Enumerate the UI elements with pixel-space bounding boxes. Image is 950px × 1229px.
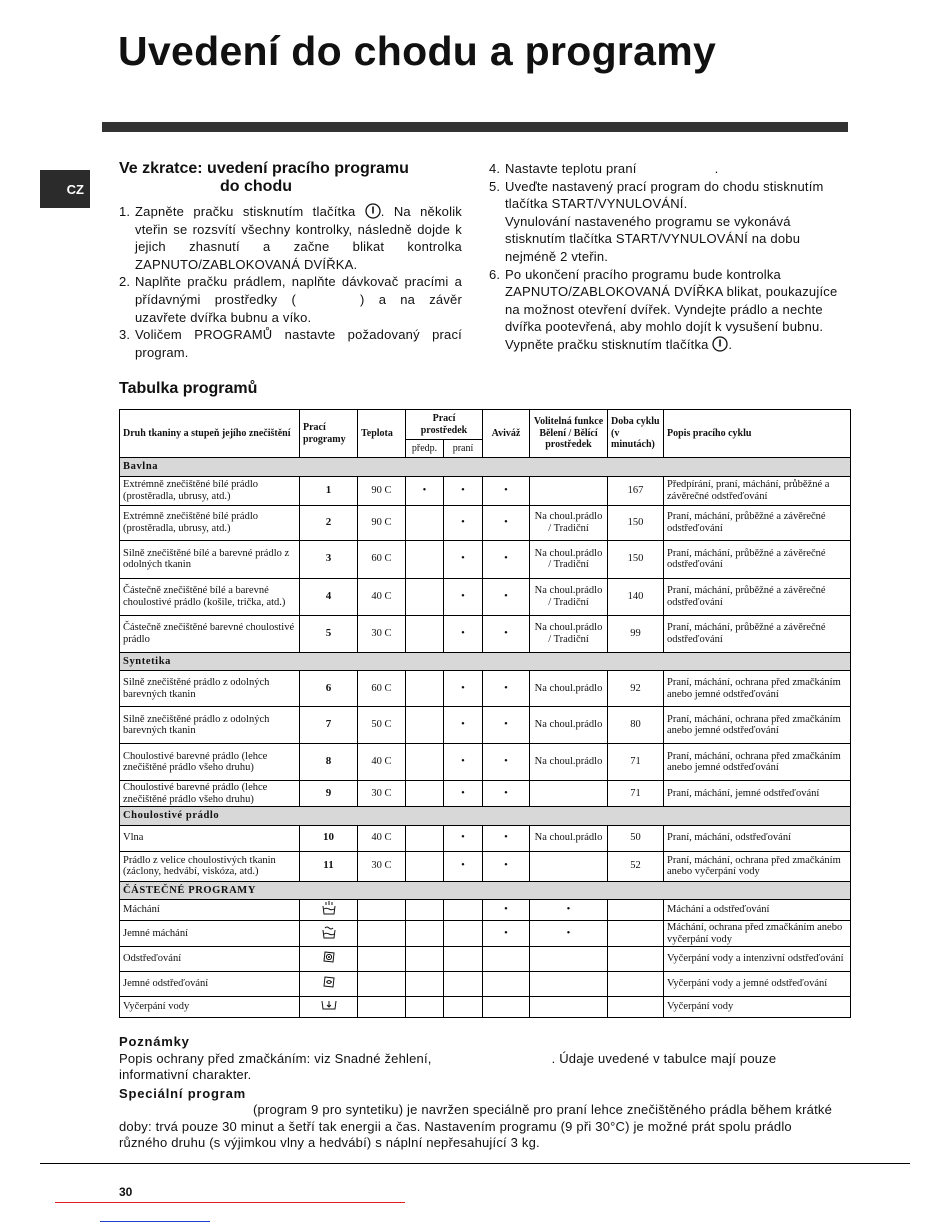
special-program-text: (program 9 pro syntetiku) je navržen speciálně pro praní lehce znečištěného prádla během krátké doby: trvá pouze 30 minut a šetří tak energii a čas. Nastavením programu (9 při 30°C) je možné prát spolu prádlo různého druhu (s výjimkou vlny a hedvábí) s náplní nepřesahující 3 kg.	[119, 1102, 833, 1150]
description-cell: Předpírání, praní, máchání, průběžné a závěrečné odstřeďování	[664, 476, 851, 505]
step-6-text: Po ukončení pracího programu bude kontrolka ZAPNUTO/ZABLOKOVANÁ DVÍŘKA blikat, poukazujíce na možnost otevření dvířek. Vyndejte prádlo a nechte dvířka pootevřená, aby mohlo dojít k vysušení bubnu. Vypněte pračku stisknutím tlačítka	[505, 266, 838, 352]
duration-cell	[608, 921, 664, 947]
column-header-prewash: předp.	[406, 440, 444, 458]
description-cell: Praní, máchání, průběžné a závěrečné odstřeďování	[664, 505, 851, 540]
table-row	[120, 825, 851, 851]
duration-cell: 150	[608, 505, 664, 540]
power-button-icon	[365, 203, 381, 219]
description-cell: Praní, máchání, průběžné a závěrečné odstřeďování	[664, 578, 851, 615]
description-cell: Máchání a odstřeďování	[664, 900, 851, 921]
fabric-cell: Máchání	[120, 900, 300, 921]
option-cell: Na choul.prádlo	[530, 744, 608, 781]
prewash-cell	[406, 671, 444, 707]
drain-icon	[300, 997, 358, 1018]
duration-cell	[608, 947, 664, 972]
table-row	[120, 947, 851, 972]
wash-cell: •	[444, 707, 483, 744]
table-row	[120, 615, 851, 652]
wash-cell	[444, 900, 483, 921]
softener-cell: •	[483, 476, 530, 505]
description-cell: Praní, máchání, jemné odstřeďování	[664, 781, 851, 807]
duration-cell	[608, 997, 664, 1018]
step-2-text-a: Naplňte pračku prádlem, naplňte dávkovač pracími a přídavnými prostředky (	[135, 274, 462, 307]
step-1-text-a: Zapněte pračku stisknutím tlačítka	[135, 204, 356, 219]
wash-cell: •	[444, 825, 483, 851]
duration-cell: 50	[608, 825, 664, 851]
description-cell: Praní, máchání, ochrana před zmačkáním anebo vyčerpání vody	[664, 851, 851, 881]
fabric-cell: Choulostivé barevné prádlo (lehce znečištěné prádlo všeho druhu)	[120, 781, 300, 807]
table-row	[120, 505, 851, 540]
step-number: 3.	[119, 327, 131, 343]
wash-cell: •	[444, 578, 483, 615]
temperature-cell: 40 C	[358, 744, 406, 781]
program-number-cell: 8	[300, 744, 358, 781]
notes-text-b: . Údaje uvedené v tabulce mají pouze informativní charakter.	[119, 1050, 777, 1082]
option-cell: Na choul.prádlo / Tradiční	[530, 505, 608, 540]
notes-section	[119, 1034, 839, 1152]
duration-cell: 80	[608, 707, 664, 744]
table-row	[120, 744, 851, 781]
prewash-cell	[406, 615, 444, 652]
duration-cell	[608, 972, 664, 997]
step-1	[119, 203, 462, 273]
temperature-cell: 60 C	[358, 671, 406, 707]
fabric-cell: Silně znečištěné prádlo z odolných barevných tkanin	[120, 707, 300, 744]
fabric-cell: Vyčerpání vody	[120, 997, 300, 1018]
gentle-rinse-icon	[300, 921, 358, 947]
wash-cell	[444, 947, 483, 972]
section-label: Bavlna	[120, 458, 851, 477]
program-number-cell: 6	[300, 671, 358, 707]
program-table	[119, 409, 851, 1018]
steps-right-column	[489, 160, 849, 354]
step-6	[489, 266, 849, 354]
fabric-cell: Silně znečištěné prádlo z odolných barevných tkanin	[120, 671, 300, 707]
description-cell: Praní, máchání, průběžné a závěrečné odstřeďování	[664, 615, 851, 652]
duration-cell: 99	[608, 615, 664, 652]
description-cell: Vyčerpání vody	[664, 997, 851, 1018]
column-header-fabric: Druh tkaniny a stupeň jejího znečištění	[120, 410, 300, 458]
step-5-reset-text: Vynulování nastaveného programu se vykonává stisknutím tlačítka START/VYNULOVÁNÍ na dobu nejméně 2 vteřin.	[505, 213, 801, 264]
fabric-cell: Vlna	[120, 825, 300, 851]
column-header-description: Popis pracího cyklu	[664, 410, 851, 458]
wash-cell: •	[444, 476, 483, 505]
softener-cell: •	[483, 921, 530, 947]
description-cell: Vyčerpání vody a intenzivní odstřeďování	[664, 947, 851, 972]
quick-start-heading-line2: do chodu	[220, 178, 292, 195]
temperature-cell: 60 C	[358, 540, 406, 578]
step-4-text: Nastavte teplotu praní	[505, 161, 637, 176]
column-header-wash: praní	[444, 440, 483, 458]
column-header-duration: Doba cyklu (v minutách)	[608, 410, 664, 458]
program-number-cell: 11	[300, 851, 358, 881]
program-table-heading: Tabulka programů	[119, 380, 258, 397]
option-cell: Na choul.prádlo / Tradiční	[530, 615, 608, 652]
fabric-cell: Částečně znečištěné bílé a barevné choulostivé prádlo (košile, trička, atd.)	[120, 578, 300, 615]
column-header-program: Prací programy	[300, 410, 358, 458]
rinse-icon	[300, 900, 358, 921]
steps-left-column	[119, 203, 462, 361]
description-cell: Praní, máchání, odstřeďování	[664, 825, 851, 851]
description-cell: Vyčerpání vody a jemné odstřeďování	[664, 972, 851, 997]
table-row	[120, 900, 851, 921]
option-cell	[530, 972, 608, 997]
step-1-text-b: . Na několik vteřin se rozsvítí všechny kontrolky, následně dojde k jejich zhasnutí a začne blikat kontrolka ZAPNUTO/ZABLOKOVANÁ DVÍŘKA.	[135, 204, 462, 272]
option-cell: Na choul.prádlo / Tradiční	[530, 540, 608, 578]
table-row	[120, 851, 851, 881]
option-cell	[530, 476, 608, 505]
fabric-cell: Jemné máchání	[120, 921, 300, 947]
prewash-cell	[406, 505, 444, 540]
wash-cell: •	[444, 781, 483, 807]
wash-cell: •	[444, 671, 483, 707]
step-3-text: Voličem PROGRAMŮ nastavte požadovaný prací program.	[135, 327, 462, 360]
table-row	[120, 540, 851, 578]
softener-cell: •	[483, 825, 530, 851]
prewash-cell	[406, 851, 444, 881]
step-number: 2.	[119, 274, 131, 290]
wash-cell: •	[444, 851, 483, 881]
option-cell: •	[530, 900, 608, 921]
option-cell: Na choul.prádlo	[530, 707, 608, 744]
table-row	[120, 997, 851, 1018]
temperature-cell: 30 C	[358, 781, 406, 807]
step-5	[489, 178, 849, 266]
notes-heading: Poznámky	[119, 1034, 190, 1049]
blue-rule	[100, 1221, 210, 1222]
wash-cell: •	[444, 744, 483, 781]
duration-cell: 71	[608, 781, 664, 807]
duration-cell: 71	[608, 744, 664, 781]
program-number-cell: 2	[300, 505, 358, 540]
red-rule	[55, 1202, 405, 1203]
fabric-cell: Prádlo z velice choulostivých tkanin (záclony, hedvábí, viskóza, atd.)	[120, 851, 300, 881]
softener-cell: •	[483, 707, 530, 744]
step-2	[119, 273, 462, 326]
softener-cell: •	[483, 900, 530, 921]
option-cell: Na choul.prádlo / Tradiční	[530, 578, 608, 615]
column-header-detergent: Prací prostředek	[406, 410, 483, 440]
softener-cell: •	[483, 851, 530, 881]
step-number: 6.	[489, 266, 501, 282]
prewash-cell	[406, 972, 444, 997]
step-5-text: Uveďte nastavený prací program do chodu stisknutím tlačítka START/VYNULOVÁNÍ.	[505, 178, 824, 212]
section-row-delicates	[120, 807, 851, 826]
special-program-heading: Speciální program	[119, 1085, 247, 1101]
prewash-cell	[406, 540, 444, 578]
wash-cell	[444, 997, 483, 1018]
program-number-cell: 5	[300, 615, 358, 652]
fabric-cell: Choulostivé barevné prádlo (lehce znečištěné prádlo všeho druhu)	[120, 744, 300, 781]
prewash-cell	[406, 947, 444, 972]
temperature-cell: 50 C	[358, 707, 406, 744]
column-header-softener: Aviváž	[483, 410, 530, 458]
program-number-cell: 7	[300, 707, 358, 744]
wash-cell: •	[444, 540, 483, 578]
temperature-cell	[358, 997, 406, 1018]
option-cell: •	[530, 921, 608, 947]
gentle-spin-icon	[300, 972, 358, 997]
prewash-cell	[406, 900, 444, 921]
section-label: Syntetika	[120, 652, 851, 671]
fabric-cell: Silně znečištěné bílé a barevné prádlo z odolných tkanin	[120, 540, 300, 578]
softener-cell: •	[483, 744, 530, 781]
section-row-synthetics	[120, 652, 851, 671]
column-header-temperature: Teplota	[358, 410, 406, 458]
softener-cell	[483, 972, 530, 997]
description-cell: Praní, máchání, ochrana před zmačkáním anebo jemné odstřeďování	[664, 671, 851, 707]
temperature-cell: 40 C	[358, 578, 406, 615]
section-row-cotton	[120, 458, 851, 477]
section-label: Choulostivé prádlo	[120, 807, 851, 826]
section-label: ČÁSTEČNÉ PROGRAMY	[120, 881, 851, 900]
temperature-cell	[358, 972, 406, 997]
table-row	[120, 671, 851, 707]
temperature-cell: 90 C	[358, 505, 406, 540]
temperature-cell: 90 C	[358, 476, 406, 505]
option-cell	[530, 947, 608, 972]
step-3	[119, 326, 462, 361]
spin-icon	[300, 947, 358, 972]
step-number: 4.	[489, 161, 501, 176]
quick-start-heading	[119, 160, 464, 196]
prewash-cell	[406, 781, 444, 807]
program-number-cell: 3	[300, 540, 358, 578]
temperature-cell: 30 C	[358, 615, 406, 652]
step-number: 5.	[489, 178, 501, 194]
prewash-cell	[406, 921, 444, 947]
duration-cell: 52	[608, 851, 664, 881]
option-cell	[530, 997, 608, 1018]
quick-start-heading-line1: Ve zkratce: uvedení pracího programu	[119, 160, 409, 177]
softener-cell: •	[483, 505, 530, 540]
program-number-cell: 9	[300, 781, 358, 807]
wash-cell	[444, 972, 483, 997]
notes-text-a: Popis ochrany před zmačkáním: viz Snadné žehlení,	[119, 1050, 432, 1066]
description-cell: Praní, máchání, ochrana před zmačkáním anebo jemné odstřeďování	[664, 744, 851, 781]
duration-cell: 150	[608, 540, 664, 578]
table-row	[120, 921, 851, 947]
description-cell: Máchání, ochrana před zmačkáním anebo vyčerpání vody	[664, 921, 851, 947]
temperature-cell	[358, 921, 406, 947]
step-6-period: .	[728, 336, 733, 352]
title-divider-bar	[102, 122, 848, 132]
softener-cell: •	[483, 540, 530, 578]
table-row	[120, 972, 851, 997]
table-row	[120, 578, 851, 615]
temperature-cell	[358, 947, 406, 972]
fabric-cell: Extrémně znečištěné bílé prádlo (prostěradla, ubrusy, atd.)	[120, 476, 300, 505]
table-row	[120, 781, 851, 807]
option-cell	[530, 781, 608, 807]
softener-cell	[483, 997, 530, 1018]
temperature-cell: 40 C	[358, 825, 406, 851]
wash-cell: •	[444, 615, 483, 652]
page-number: 30	[119, 1185, 133, 1199]
step-number: 1.	[119, 204, 131, 219]
language-tab: CZ	[40, 170, 90, 208]
temperature-cell	[358, 900, 406, 921]
fabric-cell: Jemné odstřeďování	[120, 972, 300, 997]
program-number-cell: 10	[300, 825, 358, 851]
table-header-row	[120, 410, 851, 440]
table-row	[120, 707, 851, 744]
power-button-icon	[712, 336, 728, 352]
prewash-cell	[406, 997, 444, 1018]
softener-cell	[483, 947, 530, 972]
fabric-cell: Extrémně znečištěné bílé prádlo (prostěradla, ubrusy, atd.)	[120, 505, 300, 540]
softener-cell: •	[483, 781, 530, 807]
prewash-cell	[406, 825, 444, 851]
softener-cell: •	[483, 578, 530, 615]
option-cell	[530, 851, 608, 881]
footer-divider	[40, 1163, 910, 1164]
description-cell: Praní, máchání, ochrana před zmačkáním anebo jemné odstřeďování	[664, 707, 851, 744]
wash-cell	[444, 921, 483, 947]
program-number-cell: 1	[300, 476, 358, 505]
softener-cell: •	[483, 615, 530, 652]
description-cell: Praní, máchání, průběžné a závěrečné odstřeďování	[664, 540, 851, 578]
duration-cell: 92	[608, 671, 664, 707]
temperature-cell: 30 C	[358, 851, 406, 881]
softener-cell: •	[483, 671, 530, 707]
prewash-cell	[406, 744, 444, 781]
wash-cell: •	[444, 505, 483, 540]
duration-cell: 140	[608, 578, 664, 615]
prewash-cell: •	[406, 476, 444, 505]
fabric-cell: Částečně znečištěné barevné choulostivé prádlo	[120, 615, 300, 652]
fabric-cell: Odstřeďování	[120, 947, 300, 972]
column-header-option: Volitelná funkce Bělení / Bělící prostředek	[530, 410, 608, 458]
prewash-cell	[406, 578, 444, 615]
step-2-text-b: ) a na závěr uzavřete dvířka bubnu a víko.	[135, 291, 463, 325]
duration-cell	[608, 900, 664, 921]
option-cell: Na choul.prádlo	[530, 671, 608, 707]
duration-cell: 167	[608, 476, 664, 505]
page-title: Uvedení do chodu a programy	[118, 28, 717, 74]
step-4-period: .	[714, 161, 719, 176]
table-row	[120, 476, 851, 505]
prewash-cell	[406, 707, 444, 744]
section-row-partial-programs	[120, 881, 851, 900]
option-cell: Na choul.prádlo	[530, 825, 608, 851]
step-4	[489, 160, 849, 178]
program-number-cell: 4	[300, 578, 358, 615]
